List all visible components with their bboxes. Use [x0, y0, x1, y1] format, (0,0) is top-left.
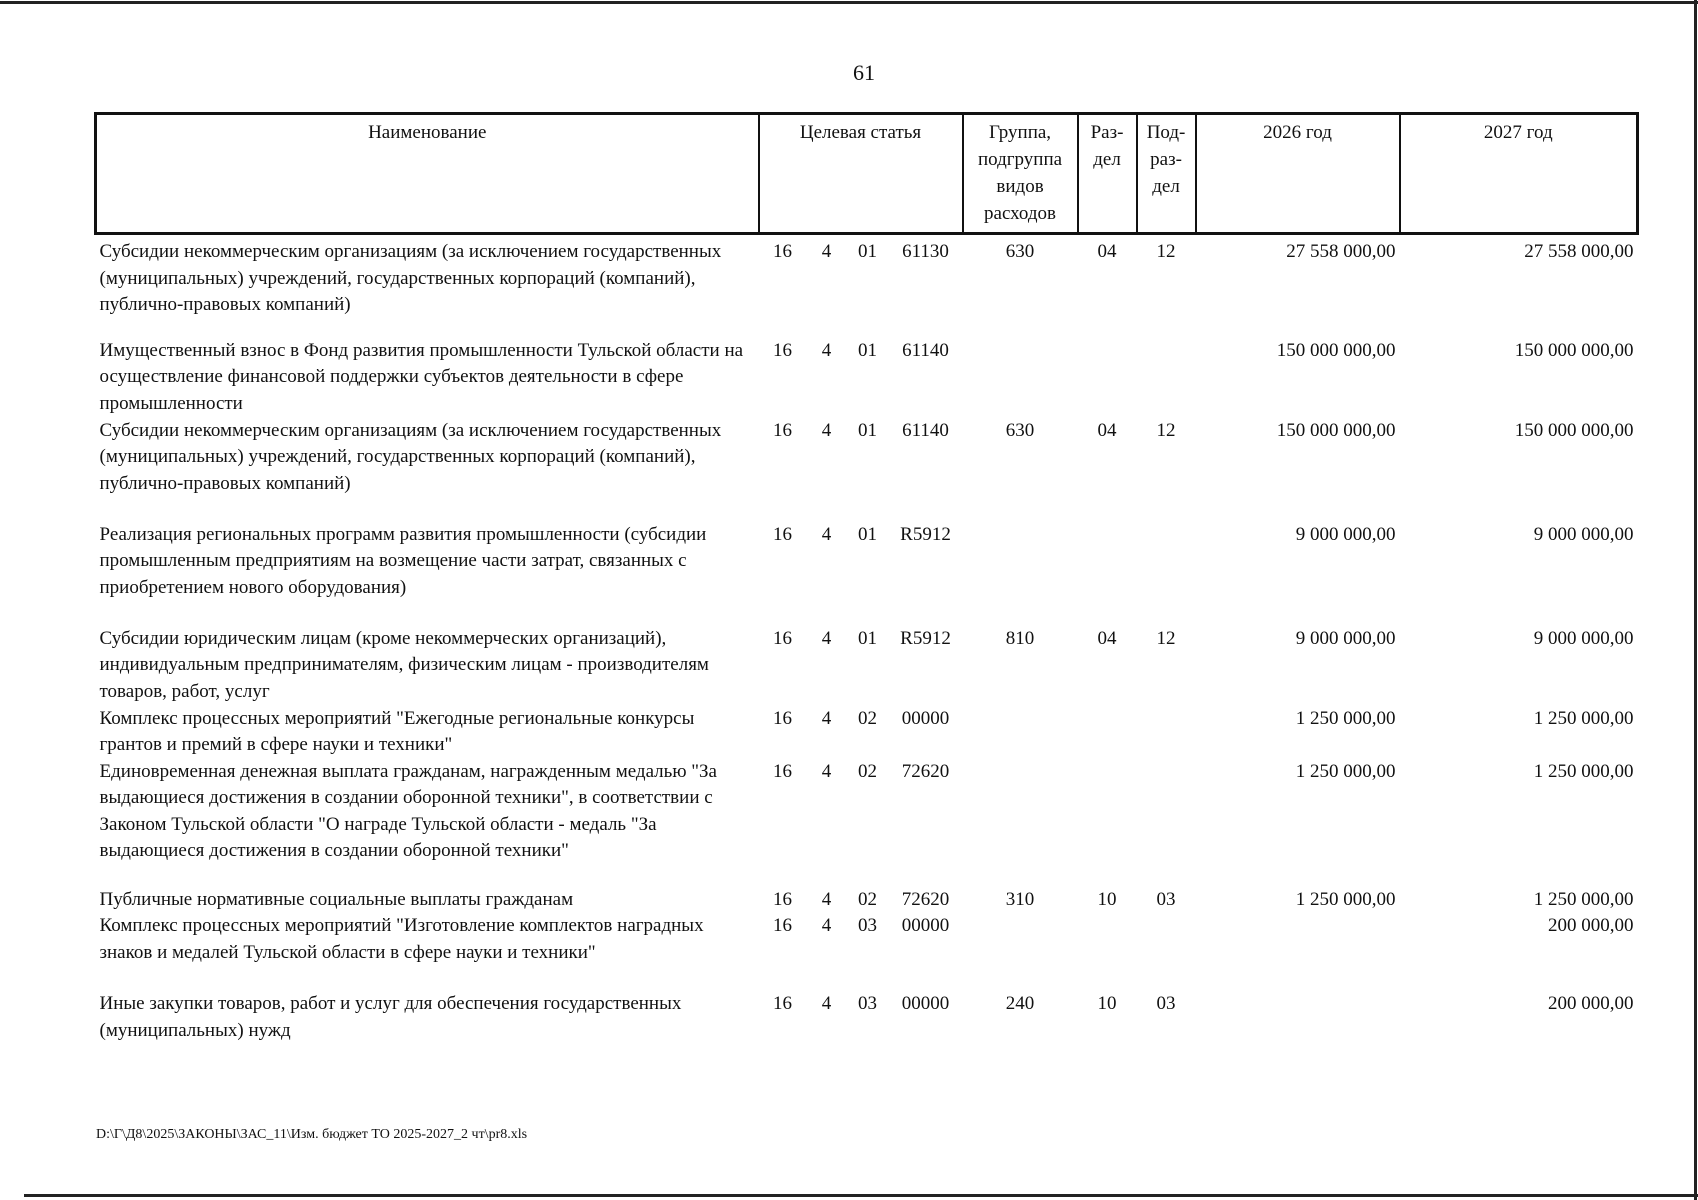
amount-2027: 1 250 000,00 [1533, 888, 1634, 910]
expense-group: 240 [1005, 993, 1035, 1014]
target-code-1: 16 [773, 993, 792, 1014]
target-code-3: 02 [858, 707, 877, 729]
target-code-1: 16 [773, 707, 792, 729]
section-code: 04 [1097, 419, 1117, 441]
subsection-code: 12 [1156, 241, 1176, 262]
row-name: Публичные нормативные социальные выплаты гражданам [99, 888, 574, 910]
header-section: Раз-дел [1078, 114, 1137, 234]
row-name: Иные закупки товаров, работ и услуг для обеспечения государственных (муниципальных) нужд [99, 993, 682, 1041]
expense-group: 630 [1005, 241, 1035, 262]
target-code-3: 02 [858, 760, 877, 782]
expense-group: 310 [1005, 888, 1035, 910]
table-row [96, 338, 1638, 418]
subsection-code: 03 [1156, 888, 1176, 910]
header-year-2027: 2027 год [1400, 114, 1638, 234]
target-code-2: 4 [821, 241, 832, 262]
expense-group: 810 [1005, 627, 1035, 649]
target-code-1: 16 [773, 760, 792, 782]
table-header-row [96, 114, 1638, 234]
target-code-1: 16 [773, 419, 792, 441]
target-code-1: 16 [773, 241, 792, 262]
row-name: Реализация региональных программ развития промышленности (субсидии промышленным предприятиям на возмещение части затрат, связанных с приобретением нового оборудования) [99, 523, 707, 598]
row-name: Комплекс процессных мероприятий "Ежегодные региональные конкурсы грантов и премий в сфере науки и техники" [99, 707, 695, 755]
target-code-1: 16 [773, 915, 792, 936]
target-code-2: 4 [821, 993, 832, 1014]
row-name: Единовременная денежная выплата гражданам, награжденным медалью "За выдающиеся достижения в создании оборонной техники", в соответствии с Законом Тульской области "О награде Тульской области - медаль "За выдающиеся достижения в создании оборонной техники" [99, 760, 717, 861]
subsection-code [1137, 759, 1196, 887]
target-code-1: 16 [773, 339, 792, 361]
section-code: 04 [1097, 241, 1117, 262]
section-code [1078, 913, 1137, 991]
target-code-1: 16 [773, 523, 792, 545]
section-code [1078, 338, 1137, 418]
target-code-2: 4 [821, 707, 832, 729]
section-code: 10 [1097, 888, 1117, 910]
amount-2027: 150 000 000,00 [1514, 419, 1634, 441]
amount-2027: 9 000 000,00 [1533, 523, 1634, 545]
target-code-2: 4 [821, 339, 832, 361]
amount-2026: 1 250 000,00 [1295, 888, 1396, 910]
target-code-2: 4 [821, 760, 832, 782]
subsection-code: 03 [1156, 993, 1176, 1014]
page-border-right [1694, 0, 1697, 1200]
target-code-4: 61130 [902, 241, 949, 262]
subsection-code [1137, 913, 1196, 991]
amount-2026: 27 558 000,00 [1286, 241, 1396, 262]
row-name: Субсидии некоммерческим организациям (за исключением государственных (муниципальных) учреждений, государственных корпораций (компаний), публично-правовых компаний) [99, 419, 722, 494]
table-row [96, 913, 1638, 991]
subsection-code: 12 [1156, 627, 1176, 649]
table-row [96, 522, 1638, 626]
amount-2027: 1 250 000,00 [1533, 707, 1634, 729]
amount-2027: 9 000 000,00 [1533, 627, 1634, 649]
section-code [1078, 522, 1137, 626]
subsection-code [1137, 706, 1196, 759]
target-code-3: 03 [858, 993, 877, 1014]
amount-2026: 1 250 000,00 [1295, 760, 1396, 782]
table-row [96, 418, 1638, 522]
header-year-2026: 2026 год [1196, 114, 1400, 234]
target-code-3: 01 [858, 627, 877, 649]
target-code-3: 01 [858, 419, 877, 441]
row-name: Субсидии юридическим лицам (кроме некоммерческих организаций), индивидуальным предпринимателям, физическим лицам - производителям товаров, работ, услуг [99, 627, 709, 702]
table-row [96, 626, 1638, 706]
target-code-3: 03 [858, 915, 877, 936]
target-code-4: R5912 [900, 627, 951, 649]
target-code-4: 00000 [901, 993, 950, 1014]
header-target-article: Целевая статья [759, 114, 963, 234]
amount-2026 [1196, 991, 1400, 1051]
header-name: Наименование [96, 114, 759, 234]
table-row [96, 759, 1638, 887]
target-code-4: 61140 [902, 339, 949, 361]
section-code: 10 [1097, 993, 1117, 1014]
row-name: Комплекс процессных мероприятий "Изготовление комплектов наградных знаков и медалей Тульской области в сфере науки и техники" [99, 915, 704, 963]
target-code-4: R5912 [900, 523, 951, 545]
target-code-2: 4 [821, 888, 832, 910]
amount-2027: 200 000,00 [1548, 915, 1634, 936]
page-number: 61 [853, 60, 875, 85]
subsection-code: 12 [1156, 419, 1176, 441]
amount-2027: 1 250 000,00 [1533, 760, 1634, 782]
target-code-1: 16 [773, 888, 792, 910]
header-expense-group: Группа, подгруппа видов расходов [963, 114, 1078, 234]
expense-group: 630 [1005, 419, 1035, 441]
amount-2026 [1196, 913, 1400, 991]
target-code-4: 61140 [902, 419, 949, 441]
subsection-code [1137, 522, 1196, 626]
amount-2026: 9 000 000,00 [1295, 523, 1396, 545]
target-code-2: 4 [821, 523, 832, 545]
row-name: Имущественный взнос в Фонд развития промышленности Тульской области на осуществление финансовой поддержки субъектов деятельности в сфере промышленности [99, 339, 744, 414]
target-code-2: 4 [821, 627, 832, 649]
subsection-code [1137, 338, 1196, 418]
amount-2026: 1 250 000,00 [1295, 707, 1396, 729]
target-code-3: 01 [858, 241, 877, 262]
table-row [96, 234, 1638, 338]
amount-2026: 9 000 000,00 [1295, 627, 1396, 649]
expense-group [963, 522, 1078, 626]
target-code-3: 01 [858, 523, 877, 545]
expense-group [963, 913, 1078, 991]
target-code-3: 02 [858, 888, 877, 910]
target-code-4: 00000 [901, 707, 950, 729]
budget-table [94, 112, 1639, 1051]
target-code-2: 4 [821, 915, 832, 936]
amount-2027: 150 000 000,00 [1514, 339, 1634, 361]
amount-2027: 200 000,00 [1548, 993, 1634, 1014]
page-border-top [0, 1, 1698, 4]
table-row [96, 887, 1638, 914]
amount-2027: 27 558 000,00 [1524, 241, 1634, 262]
row-name: Субсидии некоммерческим организациям (за исключением государственных (муниципальных) учреждений, государственных корпораций (компаний), публично-правовых компаний) [99, 241, 722, 315]
page-border-bottom [24, 1194, 1698, 1197]
target-code-4: 72620 [901, 888, 950, 910]
amount-2026: 150 000 000,00 [1276, 419, 1396, 441]
target-code-1: 16 [773, 627, 792, 649]
target-code-4: 00000 [901, 915, 950, 936]
header-subsection: Под-раз-дел [1137, 114, 1196, 234]
table-body [96, 234, 1638, 1052]
target-code-3: 01 [858, 339, 877, 361]
file-path-footer: D:\Г\Д8\2025\ЗАКОНЫ\ЗАС_11\Изм. бюджет ТО 2025-2027_2 чт\pr8.xls [96, 1127, 528, 1142]
expense-group [963, 338, 1078, 418]
section-code: 04 [1097, 627, 1117, 649]
target-code-4: 72620 [901, 760, 950, 782]
table-row [96, 706, 1638, 759]
section-code [1078, 759, 1137, 887]
target-code-2: 4 [821, 419, 832, 441]
section-code [1078, 706, 1137, 759]
expense-group [963, 759, 1078, 887]
expense-group [963, 706, 1078, 759]
amount-2026: 150 000 000,00 [1276, 339, 1396, 361]
table-row [96, 991, 1638, 1051]
